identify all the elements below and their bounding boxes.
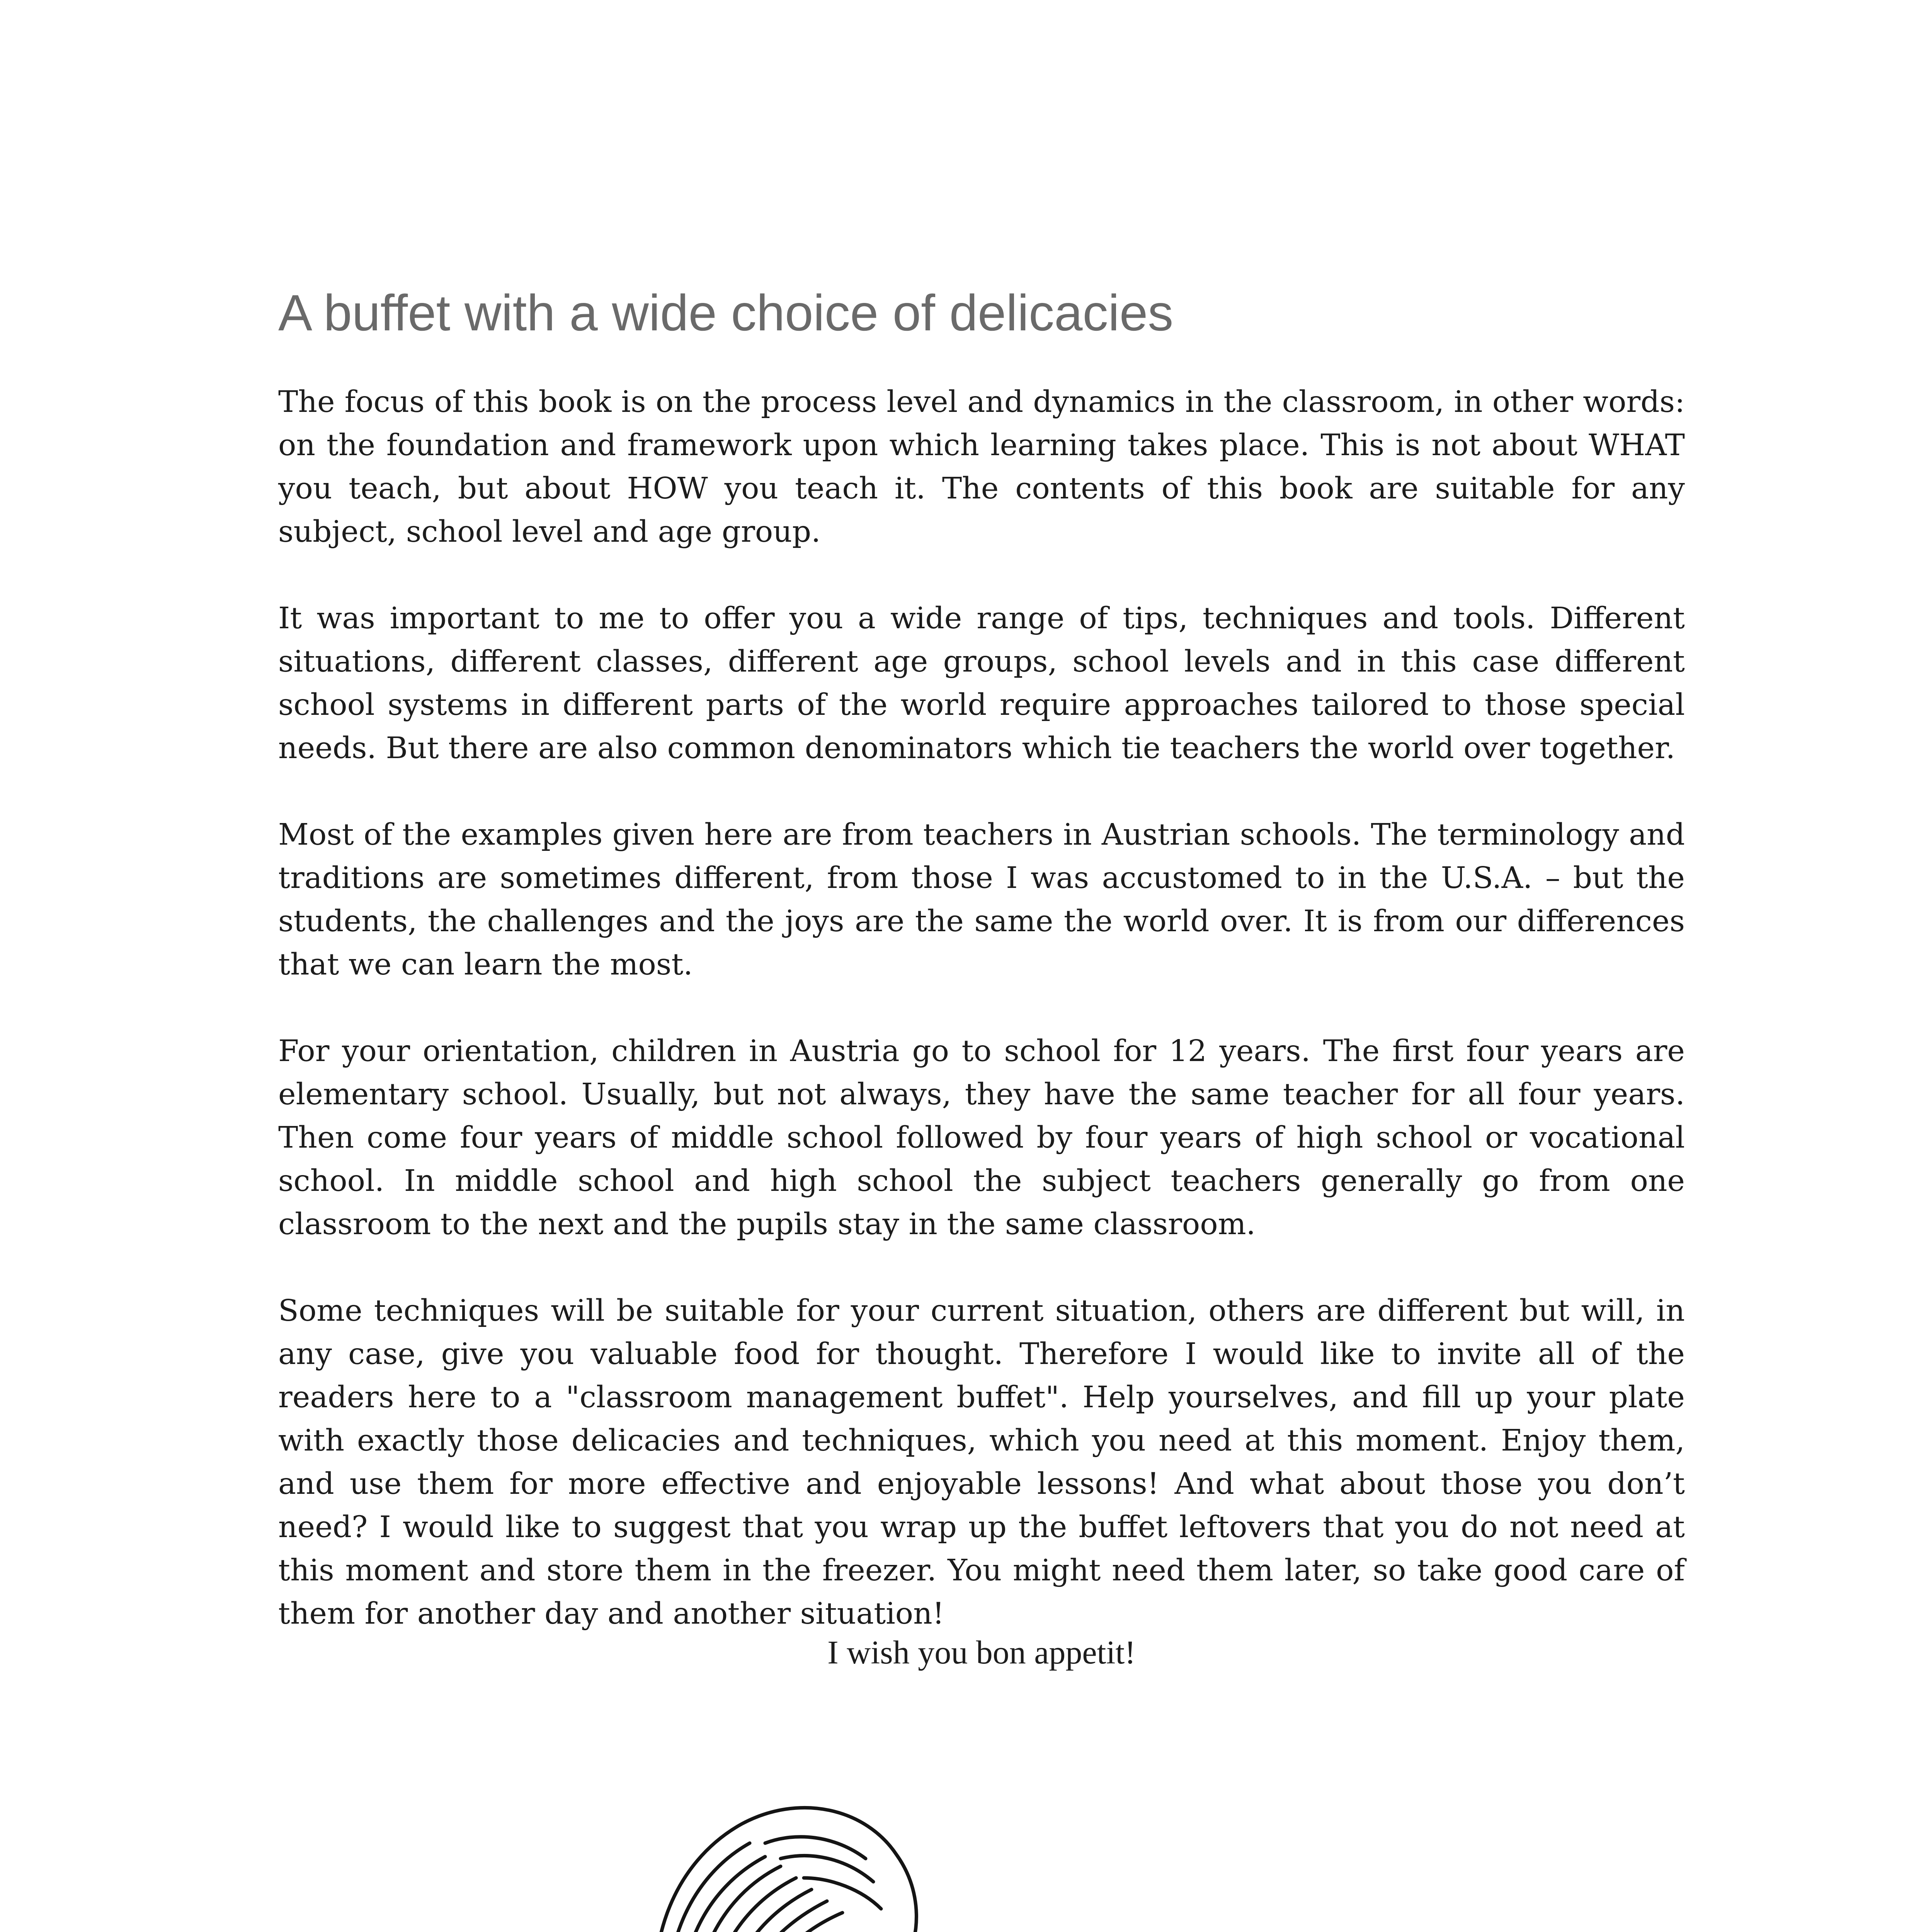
paragraph-buffet-invitation: Some techniques will be suitable for your current situation, others are different but will, in any case, give you valuable food for thought. Therefore I would like to invite all of the readers here to a "classroom management buffet". Help yourselves, and fill up your plate with exactly those delicacies and techniques, which you need at this moment. Enjoy them, and use them for more effective and enjoyable lessons! And what about those you don’t need? I would like to suggest that you wrap up the buffet leftovers that you do not need at this moment and store them in the freezer. You might need them later, so take good care of them for another day and another situation! xyxy=(278,1294,1685,1631)
paragraph-orientation: For your orientation, children in Austria go to school for 12 years. The first four years are elementary school. Usually, but not always, they have the same teacher for all four years. Then come four years of middle school followed by four years of high school or vocational school. In middle school and high school the subject teachers generally go from one classroom to the next and the pupils stay in the same classroom. xyxy=(278,1034,1685,1242)
closing-line: I wish you bon appetit! xyxy=(827,1634,1136,1671)
paragraph-austrian-examples: Most of the examples given here are from teachers in Austrian schools. The terminology and traditions are sometimes different, from those I was accustomed to in the U.S.A. – but the students, the challenges and the joys are the same the world over. It is from our differences that we can learn the most. xyxy=(278,818,1685,982)
buffet-woman-illustration xyxy=(533,1785,1523,1932)
hair xyxy=(655,1808,917,1932)
paragraph-range-of-tips: It was important to me to offer you a wide range of tips, techniques and tools. Different situations, different classes, different age groups, school levels and in this case different school systems in different parts of the world require approaches tailored to those special needs. But there are also common denominators which tie teachers the world over together. xyxy=(278,601,1685,765)
body-text xyxy=(278,381,1685,1636)
paragraph-focus: The focus of this book is on the process level and dynamics in the classroom, in other words: on the foundation and framework upon which learning takes place. This is not about WHAT you teach, but about HOW you teach it. The contents of this book are suitable for any subject, school level and age group. xyxy=(278,385,1685,549)
page-title: A buffet with a wide choice of delicacies xyxy=(278,284,1174,341)
